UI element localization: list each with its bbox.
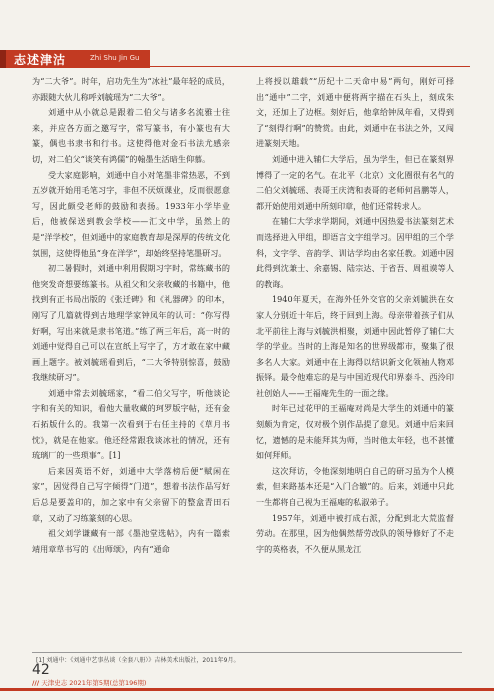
paragraph: 初二暑假时，刘通中利用假期习字时，常练藏书的他突发奇想要练篆书。从祖父和父亲收藏的书籍中，他找到有正书局出版的《张迁碑》和《礼器碑》的印本，刚写了几篇就得到古地理学家钟凤年的认可：“你写得好啊，写出来就是隶书笔道。”练了两三年后，高一时的刘通中觉得自己可以在宣纸上写字了，方才敢在家中藏画上题字。被刘毓瑶看到后，“二大爷特别惊喜，鼓励我继续研习”。 (32, 263, 230, 383)
paragraph: 刘通中常去刘毓瑶家，“看二伯父写字，听他谈论字和有关的知识，看他大量收藏的珂罗版字帖，还有金石拓版什么的。我第一次看到于右任主持的《草月书忱》，就是在他家。他还经常跟我谈冰社的情况，还有琉璃厂的一些琐事”。[1] (32, 387, 230, 461)
paragraph: 刘通中从小就总是跟着二伯父与诸多名流雅士往来，并应各方面之邀写字，常写篆书，有小篆也有大篆，偶也书隶书和行书。这使得他对金石书法尤感亲切，对二伯父“谈笑有鸿儒”的翰墨生活暗生仰慕。 (32, 107, 230, 164)
section-header (0, 50, 494, 68)
footer-text: /// 天津史志 2021年第5期(总第196期) (32, 679, 147, 687)
left-column (32, 74, 230, 557)
paragraph: 在辅仁大学求学期间，刘通中因热爱书法篆刻艺术而选择进入甲组，即语言文字组学习。因甲组的三个学科，文字学、音韵学、训诂学均由名家任教。刘通中因此得到沈兼士、余嘉锡、陆宗达、于省吾、周祖谟等人的教诲。 (256, 216, 454, 289)
paragraph: 时年已过花甲的王福庵对尚是大学生的刘通中的篆刻颇为肯定，仅对极个别作品提了意见。刘通中后来回忆，遗憾的是未能拜其为师，当时他太年轻，也不甚懂如何拜师。 (256, 403, 454, 461)
footnote-rule (32, 652, 462, 653)
header-rule (150, 66, 470, 67)
footnote: [1] 刘通中：《刘通中艺事丛谈（全套八册）》吉林美术出版社，2011年9月。 (36, 657, 240, 664)
paragraph: 为“二大爷”。时年，启功先生为“冰社”最年轻的成员，亦跟随大伙儿称呼刘毓瑶为“二大爷”。 (32, 76, 230, 102)
paragraph: 1940年夏天，在海外任外交官的父亲刘毓洪在女家人分别近十年后，终于回到上海。母亲带着孩子们从北平前往上海与刘毓洪相聚，刘通中因此暂停了辅仁大学的学业。当时的上海是知名的世界级都市，聚集了很多名人大家。刘通中在上海得以结识新文化领袖人物邓振铎。最令他难忘的是与中国近现代印界泰斗、西泠印社创始人——王福庵先生的一面之缘。 (256, 294, 454, 398)
paragraph: 后来因英语不好，刘通中大学落榜后便“赋闲在家”，因觉得自己写字倾得“门道”，想着书法作品写好后总是要盖印的，加之家中有父亲留下的整盒青田石章，又动了习练篆刻的心思。 (32, 465, 230, 523)
right-column (256, 74, 454, 557)
section-pinyin: Zhi Shu Jin Gu (90, 54, 140, 62)
section-title: 志述津沽 (14, 53, 67, 67)
paragraph: 这次拜访，令他深刻地明白自己的研习虽为个人模索，但来路基本还是“入门合辙”的。后来，刘通中只此一生都将自己视为王福庵的私淑弟子。 (256, 465, 454, 508)
paragraph: 刘通中进入辅仁大学后，虽为学生，但已在篆刻界博得了一定的名气。在北平（北京）文化圈很有名气的二伯父刘毓瑶、表哥王庆湾和表哥的老师何昌鹏等人，都开始使用刘通中所刻印章，他们还常转求人。 (256, 153, 454, 211)
section-header-accent (0, 50, 6, 68)
footer-rule (0, 688, 494, 691)
paragraph: 受大家庭影响，刘通中自小对笔墨非常热恶，不到五岁就开始用毛笔习字，非但不厌烦课业，反而很愿意写，因此颇受老师的鼓励和表扬。1933年小学毕业后，他被保送到教会学校——汇文中学，虽然上的是“洋学校”，但刘通中的家庭教育却是深厚的传统文化氛围，这使得他虽“身在洋学”，却始终坚持笔墨研习。 (32, 169, 230, 258)
paragraph: 祖父刘学谦藏有一部《墨池堂选帖》，内有一篇索靖用章草书写的《出师颂》，内有“通命 (32, 528, 230, 554)
page-number: 42 (32, 662, 50, 678)
issue-info: 2021年第5期(总第196期) (69, 679, 147, 687)
journal-name: 天津史志 (41, 679, 68, 687)
paragraph: 上将授以雄载”“历纪十二天命中易”两句，刚好可择出“通中”二字，刘通中便将两字描在石头上，刻成朱文，还加上了边框。刻好后，他拿给钟凤年看，又得到了“刻得行啊”的赞赏。由此，刘通中在书法之外，又闯进篆刻天地。 (256, 76, 454, 149)
paragraph: 1957年，刘通中被打成右派，分配到北大荒监督劳动。在那里，因为他偶然帮劳改队的领导修好了不走字的英格表，不久便从黑龙江 (256, 512, 454, 554)
